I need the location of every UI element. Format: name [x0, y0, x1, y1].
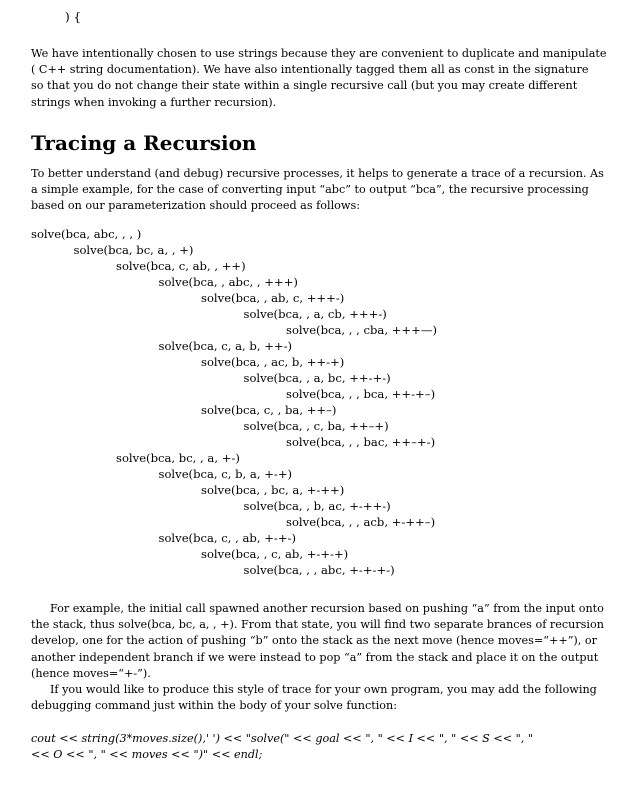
trace-line: solve(bca, , , cba, +++—): [286, 323, 437, 337]
trace-line: solve(bca, , c, ba, ++–+): [243, 419, 389, 433]
trace-line: solve(bca, , c, ab, +-+-+): [201, 547, 349, 561]
trace-line: solve(bca, , ac, b, ++-+): [201, 355, 345, 369]
trace-line: solve(bca, c, b, a, +-+): [158, 467, 293, 481]
paragraph-line: another independent branch if we were instead to pop “a” from the stack and place it on the output: [31, 650, 599, 664]
paragraph-trace-intro: [31, 166, 607, 215]
trace-line: solve(bca, , b, ac, +-++-): [243, 499, 391, 513]
trace-line: solve(bca, , , abc, +-+-+-): [243, 563, 395, 577]
debug-code-snippet: [31, 731, 607, 763]
paragraph-line: develop, one for the action of pushing “b” onto the stack as the next move (hence moves=“++”), or: [31, 634, 597, 648]
paragraph-example-explanation: [31, 601, 607, 682]
code-fragment: ) {: [65, 10, 82, 24]
trace-line: solve(bca, bc, , a, +-): [116, 451, 240, 465]
code-line: << O << ", " << moves << ")" << endl;: [31, 748, 263, 762]
trace-line: solve(bca, , a, cb, +++-): [243, 307, 387, 321]
trace-line: solve(bca, c, , ba, ++–): [201, 403, 337, 417]
trace-line: solve(bca, abc, , , ): [31, 227, 142, 241]
trace-line: solve(bca, , abc, , +++): [158, 275, 298, 289]
paragraph-line: We have intentionally chosen to use strings because they are convenient to duplicate and manipulate: [31, 47, 607, 60]
section-title: Tracing a Recursion: [31, 131, 257, 155]
paragraph-strings-rationale: [31, 46, 607, 111]
trace-line: solve(bca, , , bac, ++–+-): [286, 435, 436, 449]
paragraph-line: based on our parameterization should proceed as follows:: [31, 199, 360, 213]
trace-line: solve(bca, , , bca, ++-+–): [286, 387, 436, 401]
trace-line: solve(bca, c, ab, , ++): [116, 259, 246, 273]
trace-line: solve(bca, c, , ab, +-+-): [158, 531, 296, 545]
trace-line: solve(bca, , bc, a, +-++): [201, 483, 345, 497]
trace-line: solve(bca, , , acb, +-++–): [286, 515, 436, 529]
paragraph-line: For example, the initial call spawned another recursion based on pushing “a” from the input onto: [50, 602, 604, 615]
paragraph-line: the stack, thus solve(bca, bc, a, , +). From that state, you will find two separate brances of recursion: [31, 618, 604, 632]
trace-line: solve(bca, bc, a, , +): [73, 243, 194, 257]
trace-line: solve(bca, c, a, b, ++-): [158, 339, 293, 353]
paragraph-line: a simple example, for the case of converting input “abc” to output “bca”, the recursive processing: [31, 183, 589, 197]
paragraph-line: debugging command just within the body of your solve function:: [31, 699, 398, 713]
paragraph-line: To better understand (and debug) recursive processes, it helps to generate a trace of a recursion. As: [31, 167, 604, 180]
code-line: cout << string(3*moves.size(),' ') << "solve(" << goal << ", " << I << ", " << S << ", ": [31, 732, 534, 745]
paragraph-line: so that you do not change their state within a single recursive call (but you may create different: [31, 79, 578, 93]
paragraph-line: strings when invoking a further recursion).: [31, 95, 277, 109]
trace-line: solve(bca, , ab, c, +++-): [201, 291, 345, 305]
paragraph-line: ( C++ string documentation). We have also intentionally tagged them all as const in the signature: [31, 63, 589, 77]
paragraph-line: If you would like to produce this style of trace for your own program, you may add the following: [50, 683, 597, 696]
paragraph-line: (hence moves=“+-”).: [31, 666, 151, 680]
trace-line: solve(bca, , a, bc, ++-+-): [243, 371, 391, 385]
paragraph-debug-instructions: [31, 682, 607, 714]
